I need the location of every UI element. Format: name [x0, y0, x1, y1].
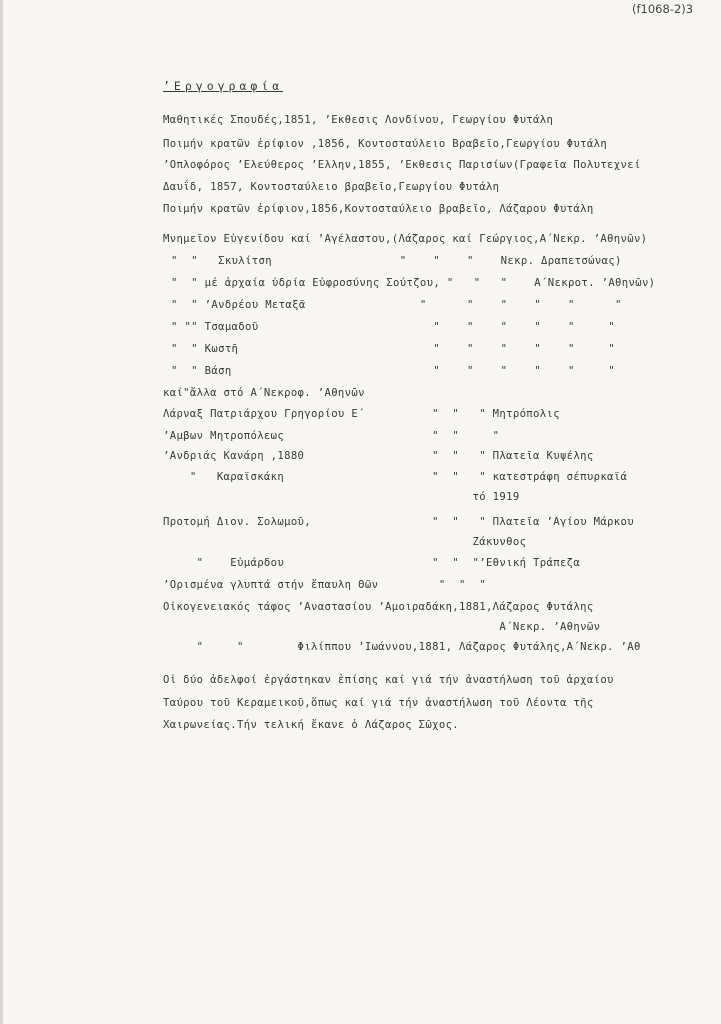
text-line: " " Σκυλίτση " " " Νεκρ. Δραπετσώνας)	[171, 255, 622, 267]
text-line: ’Αμβων Μητροπόλεως " " "	[163, 430, 500, 442]
text-line: Α΄Νεκρ. ’Αθηνῶν	[163, 621, 601, 633]
text-line: Δαυΐδ, 1857, Κοντοσταύλειο βραβεῖο,Γεωργίου Φυτάλη	[163, 181, 500, 193]
text-line: ’Ορισμένα γλυπτά στήν ἔπαυλη Θῶν " " "	[163, 579, 486, 591]
text-line: " Καραϊσκάκη " " " κατεστράφη σέπυρκαϊά	[163, 471, 628, 483]
page-edge-shadow	[0, 0, 3, 1024]
paragraph-line: Χαιρωνείας.Τήν τελική ἔκανε ὁ Λάζαρος Σῶχος.	[163, 719, 460, 731]
text-line: καί"ἄλλα στό Α΄Νεκροφ. ’Αθηνῶν	[163, 387, 365, 399]
text-line: τό 1919	[163, 491, 520, 503]
text-line: Ποιμήν κρατῶν ἐρίφιον,1856,Κοντοσταύλειο βραβεῖο, Λάζαρου Φυτάλη	[163, 203, 594, 215]
paragraph-line: Οἱ δύο ἀδελφοί ἐργάστηκαν ἐπίσης καί γιά τήν ἀναστήλωση τοῦ ἀρχαίου	[163, 674, 614, 686]
text-line: Ζάκυνθος	[163, 536, 527, 548]
document-title: ’Εργογραφία	[163, 79, 284, 93]
text-line: " " μέ ἀρχαία ὑδρία Εὐφροσύνης Σούτζου, " " " Α΄Νεκροτ. ’Αθηνῶν)	[171, 277, 656, 289]
text-line: Μνημεῖον Εὐγενίδου καί ’Αγέλαστου,(Λάζαρος καί Γεώργιος,Α΄Νεκρ. ’Αθηνῶν)	[163, 233, 648, 245]
text-line: " " Βάση " " " " " "	[171, 365, 616, 377]
text-line: " "" Τσαμαδοῦ " " " " " "	[171, 321, 616, 333]
text-line: " " ’Ανδρέου Μεταξᾶ " " " " " "	[171, 299, 622, 311]
text-line: Λάρναξ Πατριάρχου Γρηγορίου Ε΄ " " " Μητρόπολις	[163, 408, 560, 420]
text-line: Προτομή Διον. Σολωμοῦ, " " " Πλατεῖα ’Αγίου Μάρκου	[163, 516, 634, 528]
archive-reference: (f1068-2)3	[632, 2, 694, 16]
text-line: " " Κωστῆ " " " " " "	[171, 343, 616, 355]
text-line: Ποιμήν κρατῶν ἐρίφιον ,1856, Κοντοσταύλειο Βραβεῖο,Γεωργίου Φυτάλη	[163, 138, 608, 150]
text-line: ’Οπλοφόρος ’Ελεύθερος ’Ελλην,1855, ’Εκθεσις Παρισίων(Γραφεῖα Πολυτεχνεί	[163, 159, 641, 171]
text-line: Οἰκογενειακός τάφος ’Αναστασίου ’Αμοιραδάκη,1881,Λάζαρος Φυτάλης	[163, 601, 594, 613]
text-line: " Εὐμάρδου " " "’Εθνική Τράπεζα	[163, 557, 581, 569]
text-line: Μαθητικές Σπουδές,1851, ’Εκθεσις Λονδίνου, Γεωργίου Φυτάλη	[163, 114, 554, 126]
text-line: ’Ανδριάς Κανάρη ,1880 " " " Πλατεῖα Κυψέλης	[163, 450, 594, 462]
text-line: " " Φιλίππου ’Ιωάννου,1881, Λάζαρος Φυτάλης,Α΄Νεκρ. ’Αθ	[163, 641, 641, 653]
paragraph-line: Ταύρου τοῦ Κεραμεικοῦ,ὅπως καί γιά τήν ἀναστήλωση τοῦ Λέοντα τῆς	[163, 697, 594, 709]
